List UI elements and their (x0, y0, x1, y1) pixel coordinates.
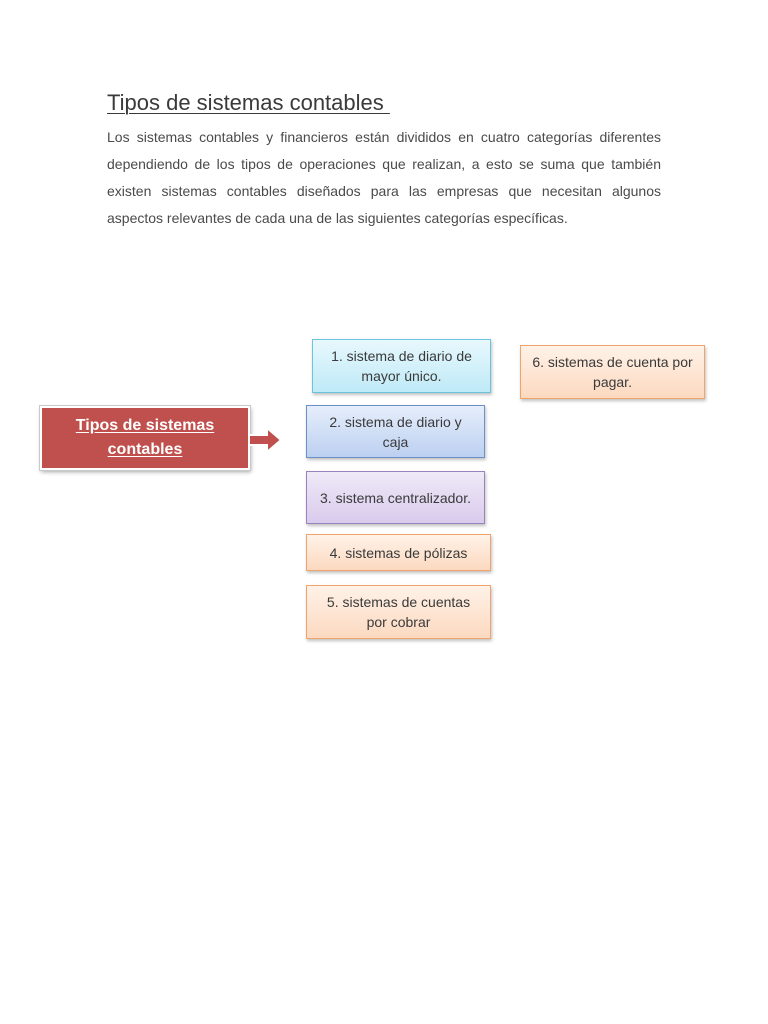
category-label-3: 3. sistema centralizador. (320, 489, 471, 506)
category-box-5 (306, 585, 491, 639)
category-box-1 (312, 339, 491, 393)
category-box-3 (306, 471, 485, 524)
main-concept-label: Tipos de sistemas contables (75, 417, 215, 458)
intro-paragraph: Los sistemas contables y financieros están divididos en cuatro categorías diferentes dependiendo de los tipos de operaciones que realizan, a esto se suma que también existen sistemas contables diseñados para las empresas que necesitan algunos aspectos relevantes de cada una de las siguientes categorías específicas. (107, 129, 661, 226)
right-arrow-icon (247, 425, 283, 455)
category-box-6 (520, 345, 705, 399)
page-heading: Tipos de sistemas contables (107, 90, 390, 115)
category-label-4: 4. sistemas de pólizas (329, 544, 468, 561)
category-label-6: 6. sistemas de cuenta por pagar. (532, 354, 693, 390)
category-box-2 (306, 405, 485, 458)
category-label-1: 1. sistema de diario de mayor único. (331, 348, 472, 384)
category-label-5: 5. sistemas de cuentas por cobrar (326, 594, 471, 630)
main-concept-box (40, 406, 250, 470)
category-box-4 (306, 534, 491, 571)
category-label-2: 2. sistema de diario y caja (329, 413, 462, 450)
